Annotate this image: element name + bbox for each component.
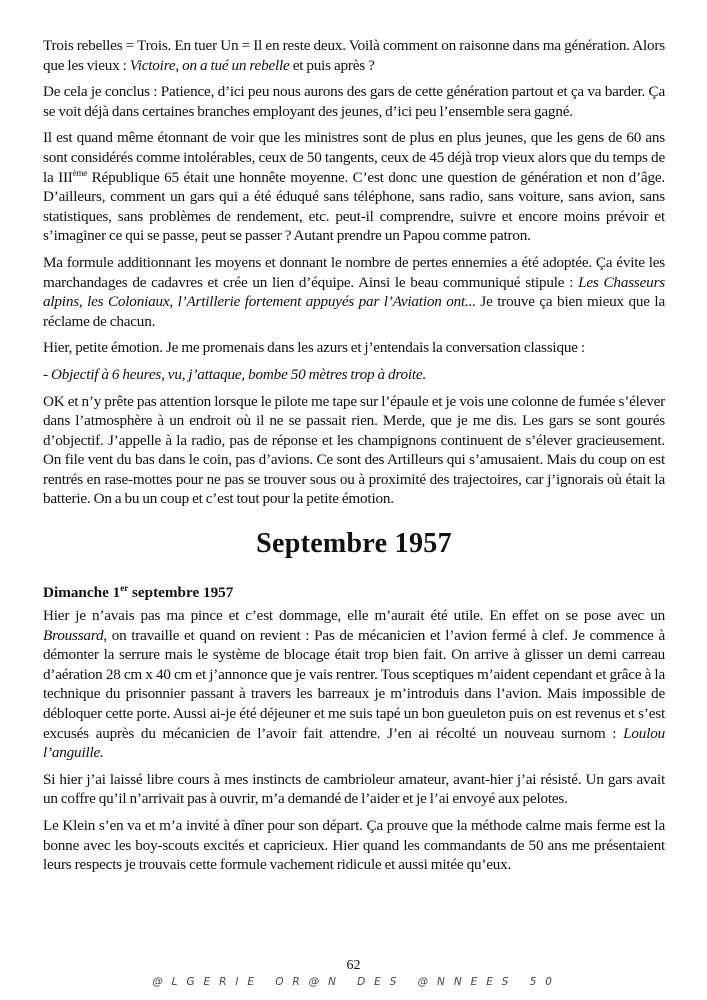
paragraph [43,36,665,75]
superscript-text: er [120,583,129,593]
paragraph [43,82,665,121]
section-title: Septembre 1957 [256,528,452,560]
text-run: Si hier j’ai laissé libre cours à mes instincts de cambrioleur amateur, avant-hier j’ai résisté. Un gars avait un coffre qu’il n’arrivait pas à ouvrir, m’a demandé de l’aider et je l’ai envoyé aux pelotes. [43,770,665,808]
paragraph [43,392,665,510]
text-run: et puis après ? [289,56,375,74]
text-run: Hier je n’avais pas ma pince et c’est dommage, elle m’aurait été utile. En effet on se pose avec un [43,607,665,625]
text-run: Je trouve ça bien mieux que la réclame de chacun. [43,293,665,330]
italic-text: Broussard [43,626,104,644]
italic-text: Les Chasseurs alpins, les Coloniaux, l’Artillerie fortement appuyés par l’Aviation ont... [43,273,665,311]
top-text-block [43,36,665,509]
paragraph [43,365,665,385]
text-run: Hier, petite émotion. Je me promenais dans les azurs et j’entendais la conversation classique : [43,339,585,357]
page-body [43,36,665,882]
paragraph [43,338,665,358]
text-run: Dimanche 1 [43,584,121,602]
entry-date-heading [43,583,665,603]
paragraph [43,770,665,809]
text-run: De cela je conclus : Patience, d’ici peu nous aurons des gars de cette génération partout et ça va barder. Ça se voit déjà dans certaines branches employant des jeunes, d’ici peu l’ensemble sera gagné. [43,83,665,120]
paragraph [43,253,665,331]
italic-text: Loulou l’anguille. [43,724,665,762]
page-number: 62 [346,958,361,973]
text-run: Il est quand même étonnant de voir que les ministres sont de plus en plus jeunes, que les gens de 60 ans sont considérés comme intolérables, ceux de 50 tangents, ceux de 45 déjà trop vieux alors que du temps de la III [43,129,665,186]
superscript-text: ème [72,167,88,178]
paragraph [43,816,665,875]
footer-banner: @ L G E R I E O R @ N D E S @ N N E E S 5 0 [152,976,555,988]
text-run: , on travaille et quand on revient : Pas de mécanicien et l’avion fermé à clef. Je commence à démonter la serrure mais le système de blocage était trop bien fait. On arrive à glisser un demi carreau d’aération 28 cm x 40 cm et j’annonce que je vais rentrer. Tous sceptiques m’aident cependant et grâce à la technique du prisonnier passant à travers les barreaux je m’introduis dans l’avion. Mais impossible de débloquer cette porte. Aussi ai-je été déjeuner et me suis tapé un bon gueuleton puis on est revenus et s’est excusés auprès du mécanicien de l’avoir fait attendre. J’en ai récolté un nouveau surnom : [43,626,665,742]
text-run: Ma formule additionnant les moyens et donnant le nombre de pertes ennemies a été adoptée. Ça évite les marchandages de cadavres et crée un lien d’équipe. Ainsi le beau communiqué stipule : [43,253,665,291]
text-run: septembre 1957 [128,584,234,602]
italic-text: Victoire, on a tué un rebelle [129,56,290,74]
text-run: Trois rebelles = Trois. En tuer Un = Il en reste deux. Voilà comment on raisonne dans ma génération. Alors que les vieux : [43,37,665,74]
text-run: OK et n’y prête pas attention lorsque le pilote me tape sur l’épaule et je vois une colonne de fumée s’élever dans l’atmosphère à un endroit où il ne se passait rien. Merde, que je me dis. Les gars se sont gourés d’objectif. J’appelle à la radio, pas de réponse et les champignons continuent de s’élever gracieusement. On file vent du bas dans le coin, pas d’avions. Ce sont des Artilleurs qui s’amusaient. Mais du coup on est rentrés en rase-mottes pour ne pas se trouver sous ou à proximité des trajectoires, car j’ignorais où était la batterie. On a bu un coup et c’est tout pour la petite émotion. [43,392,665,508]
text-run: République 65 était une honnête moyenne. C’est donc une question de génération et non d’âge. D’ailleurs, comment un gars qui a été éduqué sans téléphone, sans radio, sans voiture, sans avion, sans statistiques, sans problèmes de rendement, etc. peut-il comprendre, suivre et encore moins prévoir et s’imaginer ce qui se passe, peut se passer ? Autant prendre un Papou comme patron. [43,168,665,245]
italic-text: - Objectif à 6 heures, vu, j’attaque, bombe 50 mètres trop à droite. [43,365,427,383]
paragraph [43,128,665,246]
text-run: Le Klein s’en va et m’a invité à dîner pour son départ. Ça prouve que la méthode calme mais ferme est la bonne avec les boy-scouts excités et capricieux. Hier quand les commandants de 50 ans me présentaient leurs respects je trouvais cette formule vachement ridicule et aussi mitée qu’eux. [43,817,665,874]
bottom-text-block [43,606,665,875]
paragraph [43,606,665,763]
